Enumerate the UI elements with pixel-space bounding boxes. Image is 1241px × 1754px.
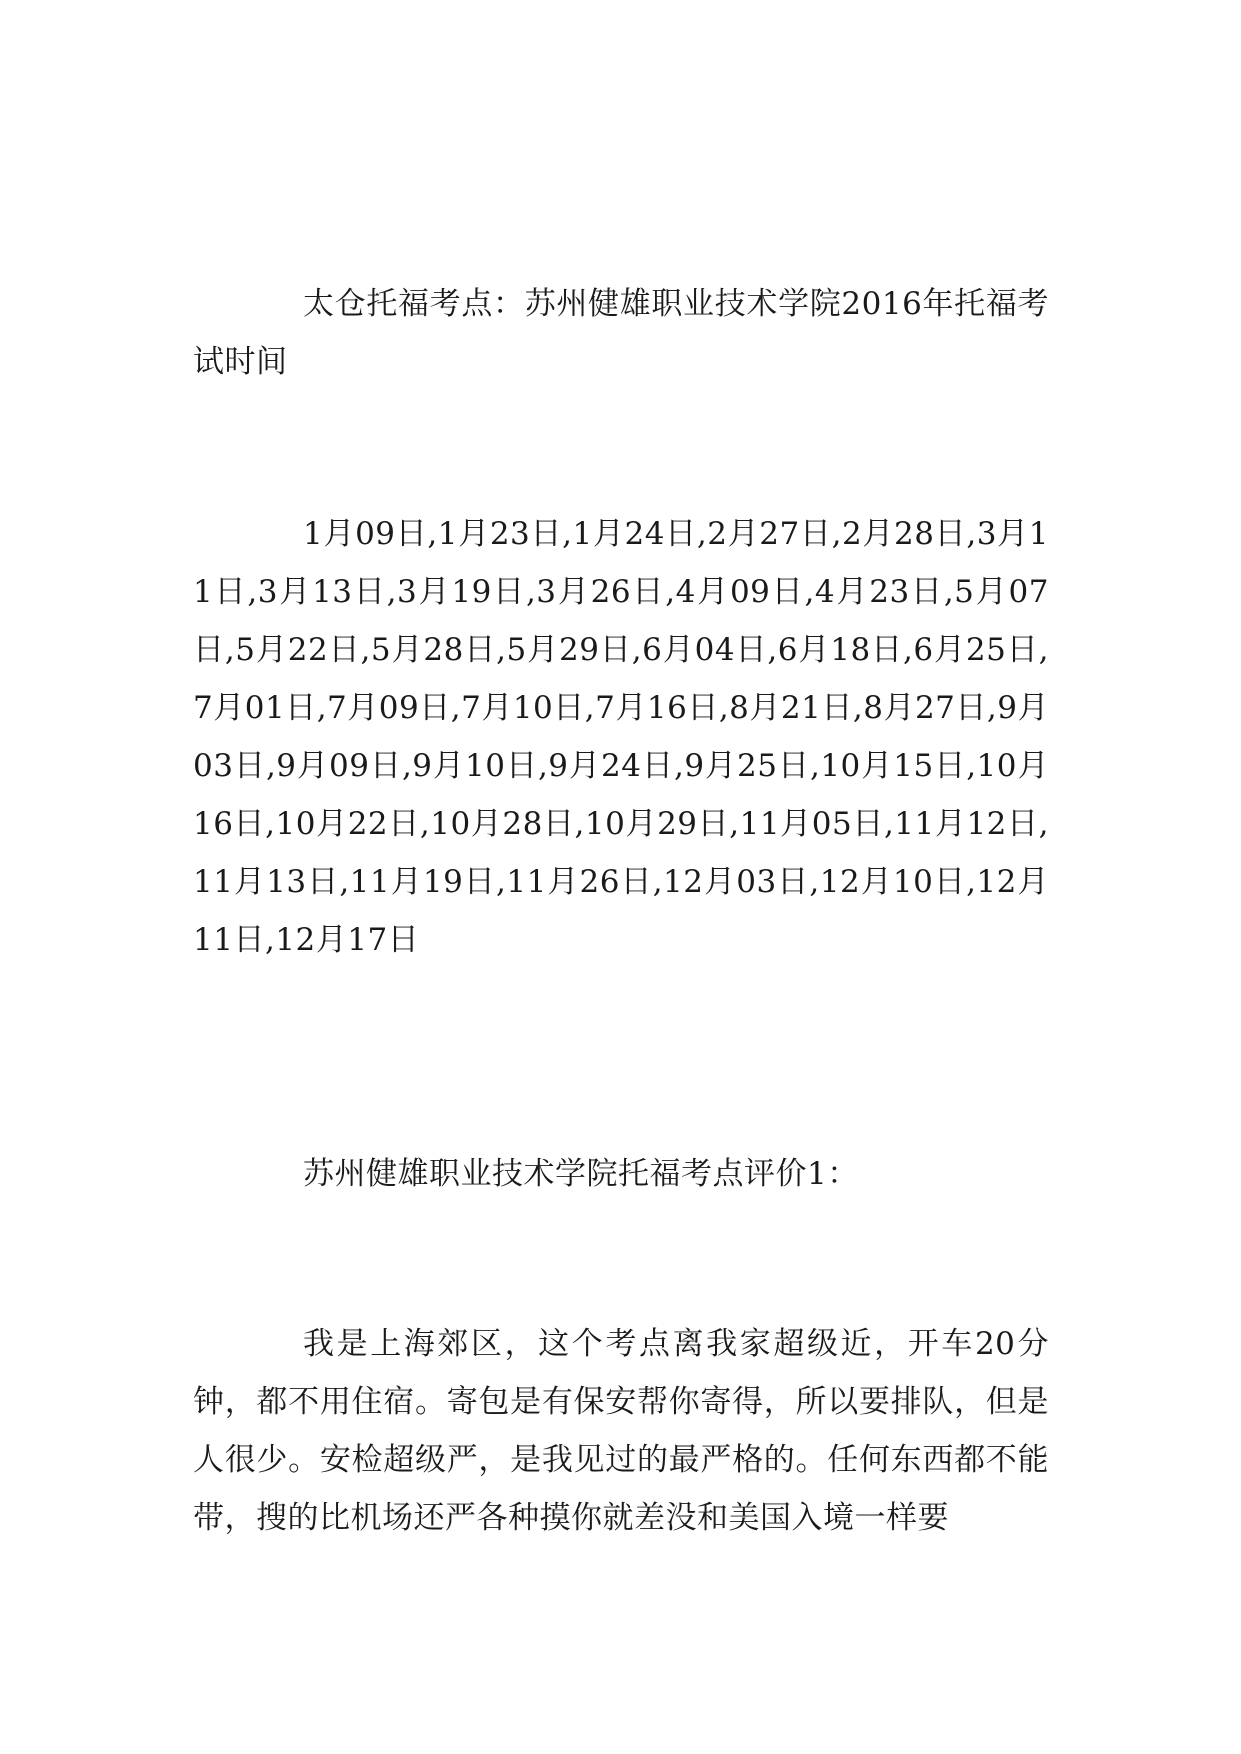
exam-dates-paragraph: 1月09日,1月23日,1月24日,2月27日,2月28日,3月11日,3月13日,3月19日,3月26日,4月09日,4月23日,5月07日,5月22日,5月28日,5月29日,6月04日,6月18日,6月25日,7月01日,7月09日,7月10日,7月16日,8月21日,8月27日,9月03日,9月09日,9月10日,9月24日,9月25日,10月15日,10月16日,10月22日,10月28日,10月29日,11月05日,11月12日,11月13日,11月19日,11月26日,12月03日,12月10日,12月11日,12月17日 <box>193 516 1049 958</box>
title-paragraph: 太仓托福考点：苏州健雄职业技术学院2016年托福考试时间 <box>193 286 1049 380</box>
review-heading: 苏州健雄职业技术学院托福考点评价1： <box>303 1156 859 1192</box>
review-body-paragraph: 我是上海郊区，这个考点离我家超级近，开车20分钟，都不用住宿。寄包是有保安帮你寄得，所以要排队，但是人很少。安检超级严，是我见过的最严格的。任何东西都不能带，搜的比机场还严各种摸你就差没和美国入境一样要 <box>193 1326 1049 1536</box>
